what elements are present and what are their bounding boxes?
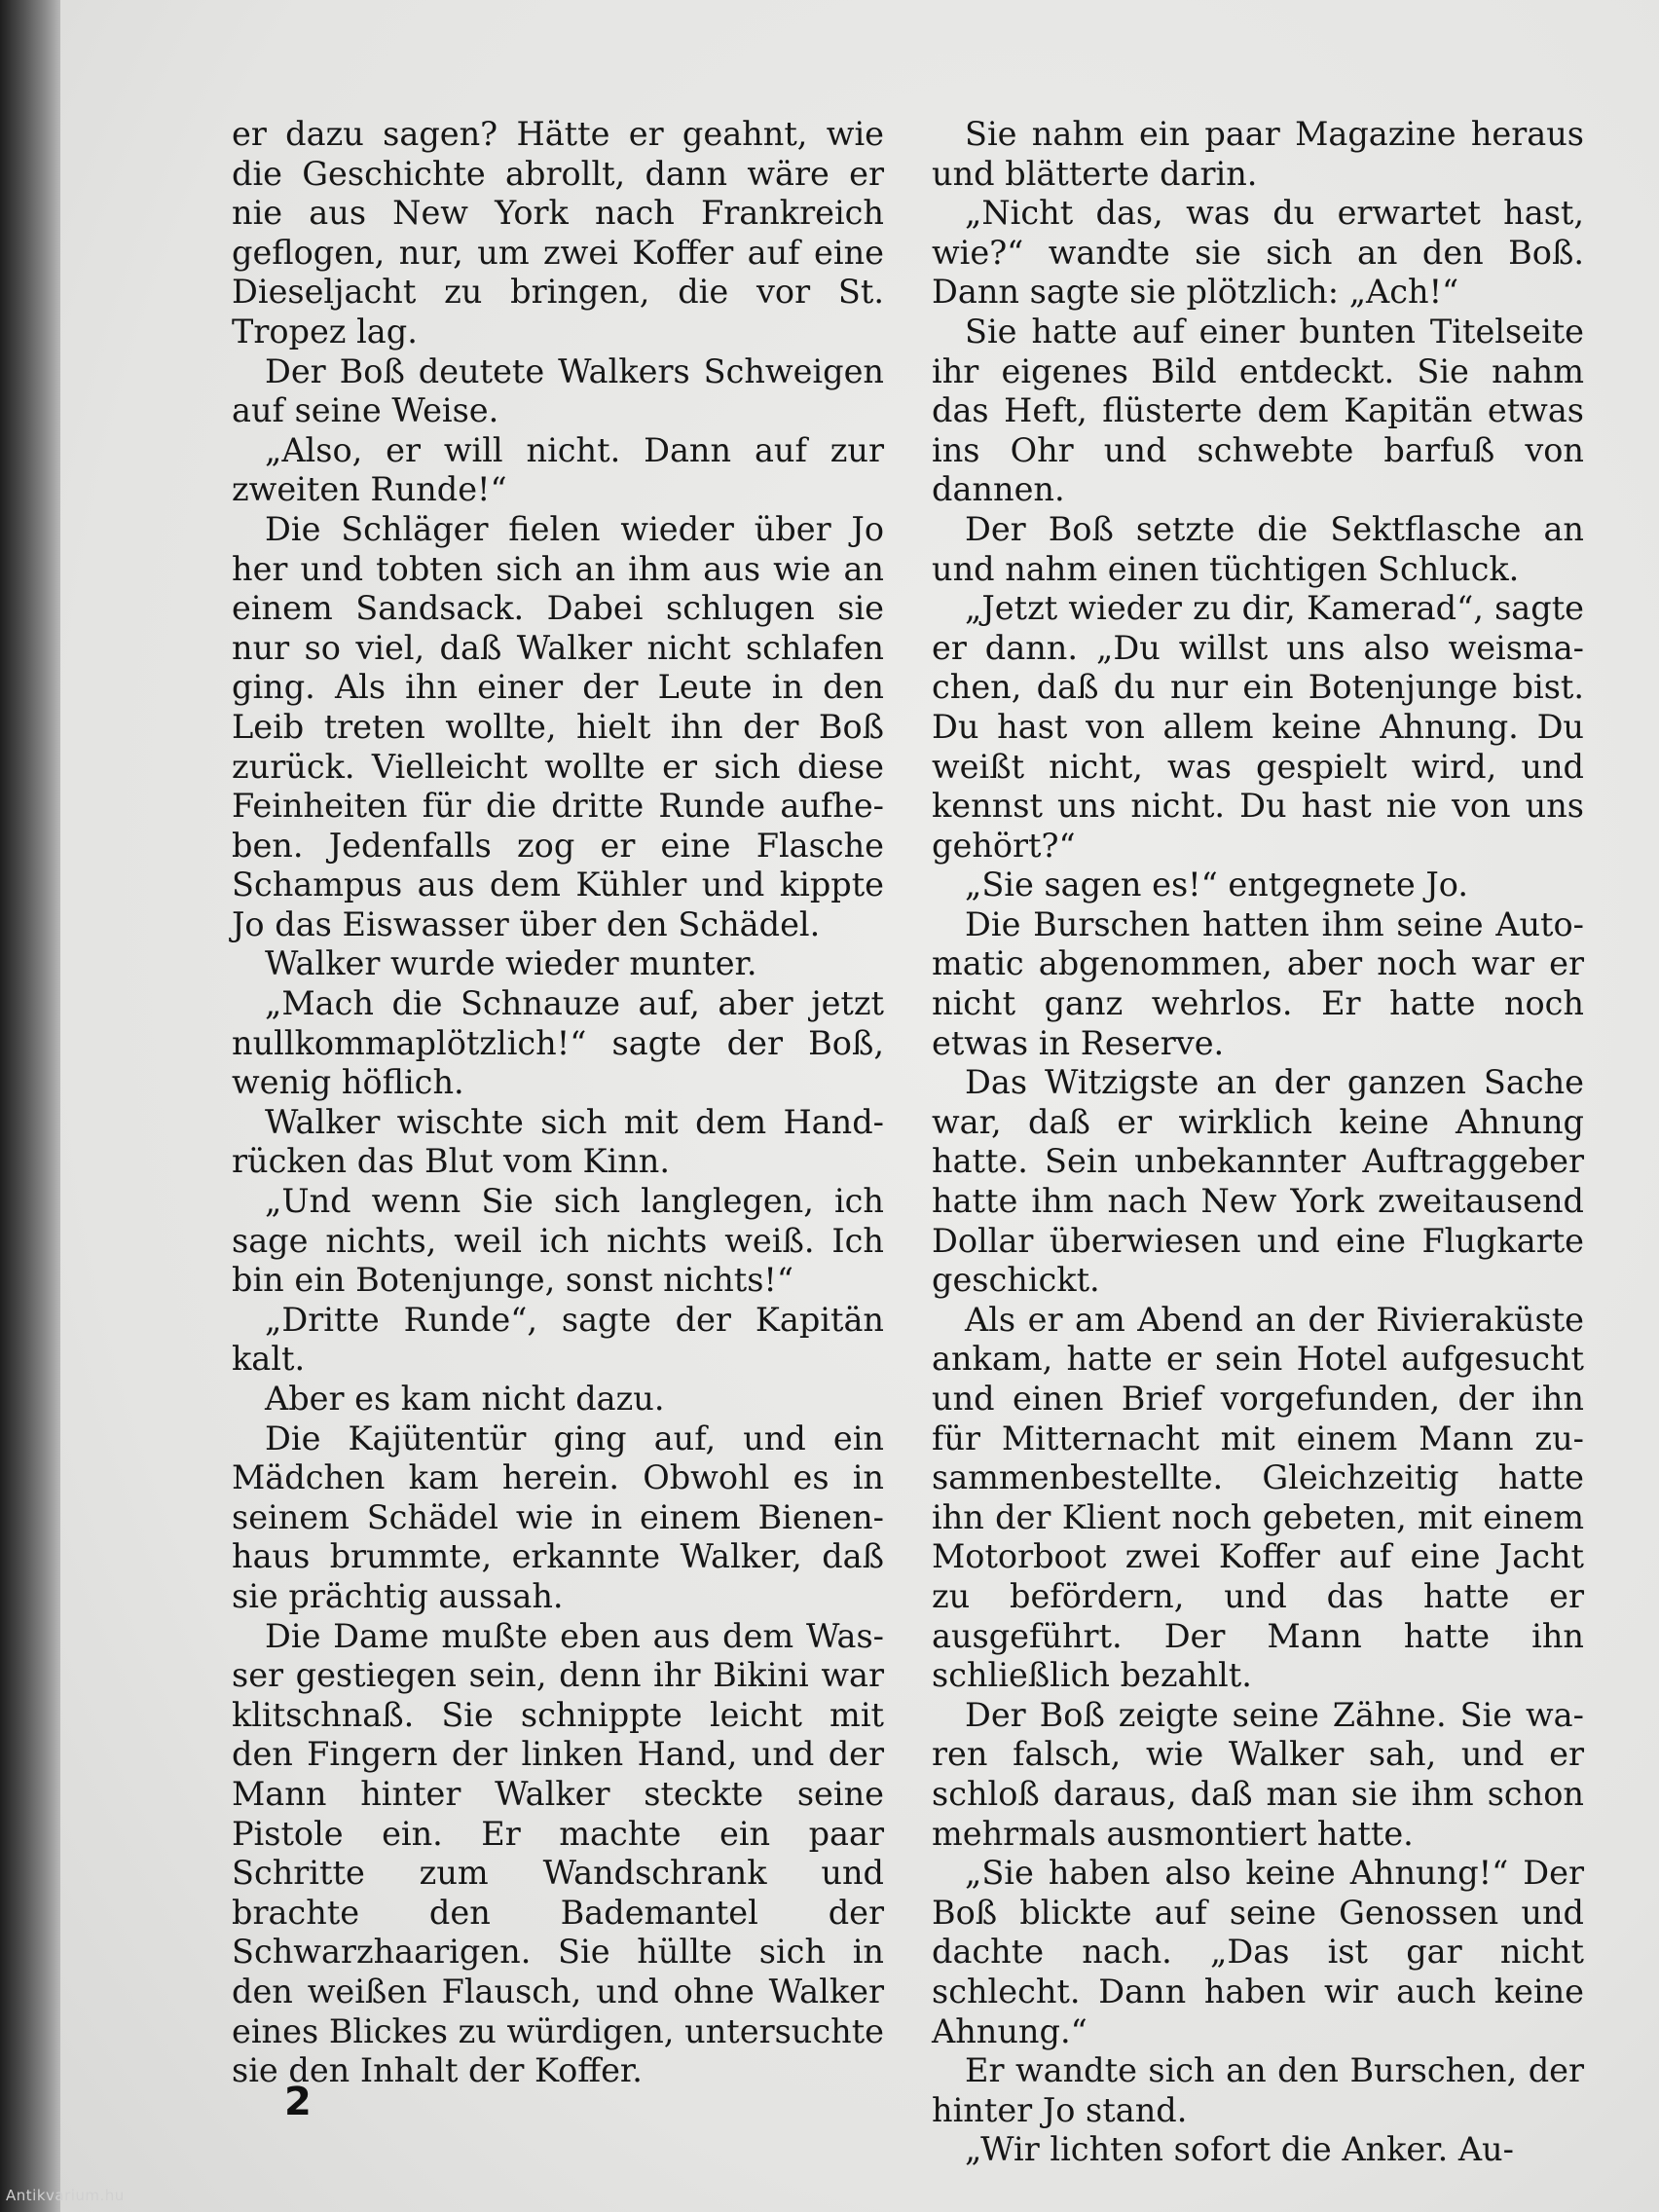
paragraph: Die Kajütentür ging auf, und ein Mädchen kam herein. Obwohl es in seinem Schädel wie in einem Bienenhaus brummte, erkannte Walker, daß sie prächtig aussah. <box>232 1419 884 1615</box>
right-text-column <box>932 115 1584 2170</box>
paragraph: Sie nahm ein paar Magazine heraus und blätterte darin. <box>932 115 1584 193</box>
paragraph: Walker wischte sich mit dem Handrücken das Blut vom Kinn. <box>232 1102 884 1181</box>
paragraph: Der Boß zeigte seine Zähne. Sie waren falsch, wie Walker sah, und er schloß daraus, daß man sie ihm schon mehrmals ausmontiert hatte. <box>932 1695 1584 1853</box>
paragraph: „Wir lichten sofort die Anker. Au- <box>965 2130 1514 2169</box>
paragraph: Die Schläger fielen wieder über Jo her und tobten sich an ihm aus wie an einem Sandsack. Dabei schlugen sie nur so viel, daß Walker nicht schlafen ging. Als ihn einer der Leute in den Leib treten wollte, hielt ihn der Boß zurück. Vielleicht wollte er sich diese Feinheiten für die dritte Runde aufheben. Jedenfalls zog er eine Flasche Schampus aus dem Kühler und kippte Jo das Eiswasser über den Schädel. <box>232 509 884 943</box>
paragraph: er dazu sagen? Hätte er geahnt, wie die Geschichte abrollt, dann wäre er nie aus New York nach Frankreich geflogen, nur, um zwei Koffer auf eine Dieseljacht zu bringen, die vor St. Tropez lag. <box>232 115 884 350</box>
paragraph: „Nicht das, was du erwartet hast, wie?“ wandte sie sich an den Boß. Dann sagte sie plötzlich: „Ach!“ <box>932 194 1584 312</box>
book-spine-shadow <box>0 0 60 2212</box>
paragraph: „Also, er will nicht. Dann auf zur zweiten Runde!“ <box>232 430 884 509</box>
left-text-column <box>232 115 884 2091</box>
paragraph: „Und wenn Sie sich langlegen, ich sage nichts, weil ich nichts weiß. Ich bin ein Botenjunge, sonst nichts!“ <box>232 1182 884 1300</box>
book-page <box>60 0 1659 2212</box>
paragraph: Sie hatte auf einer bunten Titelseite ihr eigenes Bild entdeckt. Sie nahm das Heft, flüsterte dem Kapitän etwas ins Ohr und schwebte barfuß von dannen. <box>932 312 1584 509</box>
paragraph: „Sie haben also keine Ahnung!“ Der Boß blickte auf seine Genossen und dachte nach. „Das ist gar nicht schlecht. Dann haben wir auch keine Ahnung.“ <box>932 1854 1584 2050</box>
paragraph: Walker wurde wieder munter. <box>265 944 757 983</box>
paragraph: Als er am Abend an der Rivieraküste ankam, hatte er sein Hotel aufgesucht und einen Brief vorgefunden, der ihn für Mitternacht mit einem Mann zusammenbestellte. Gleichzeitig hatte ihn der Klient noch gebeten, mit einem Motorboot zwei Koffer auf eine Jacht zu befördern, und das hatte er ausgeführt. Der Mann hatte ihn schließlich bezahlt. <box>932 1300 1584 1695</box>
paragraph: Der Boß setzte die Sektflasche an und nahm einen tüchtigen Schluck. <box>932 509 1584 588</box>
page-number: 2 <box>284 2080 312 2124</box>
paragraph: Er wandte sich an den Burschen, der hinter Jo stand. <box>932 2051 1584 2129</box>
watermark-text: Antikvarium.hu <box>6 2187 125 2204</box>
paragraph: „Sie sagen es!“ entgegnete Jo. <box>965 866 1468 904</box>
paragraph: „Jetzt wieder zu dir, Kamerad“, sagte er dann. „Du willst uns also weismachen, daß du nur ein Botenjunge bist. Du hast von allem keine Ahnung. Du weißt nicht, was gespielt wird, und kennst uns nicht. Du hast nie von uns gehört?“ <box>932 589 1584 865</box>
paragraph: Die Burschen hatten ihm seine Automatic abgenommen, aber noch war er nicht ganz wehrlos. Er hatte noch etwas in Reserve. <box>932 904 1584 1062</box>
paragraph: Das Witzigste an der ganzen Sache war, daß er wirklich keine Ahnung hatte. Sein unbekannter Auftraggeber hatte ihm nach New York zweitausend Dollar überwiesen und eine Flugkarte geschickt. <box>932 1063 1584 1300</box>
paragraph: „Mach die Schnauze auf, aber jetzt nullkommaplötzlich!“ sagte der Boß, wenig höflich. <box>232 984 884 1102</box>
paragraph: Der Boß deutete Walkers Schweigen auf seine Weise. <box>232 351 884 430</box>
paragraph: Aber es kam nicht dazu. <box>265 1380 665 1418</box>
paragraph: Die Dame mußte eben aus dem Wasser gestiegen sein, denn ihr Bikini war klitschnaß. Sie schnippte leicht mit den Fingern der linken Hand, und der Mann hinter Walker steckte seine Pistole ein. Er machte ein paar Schritte zum Wandschrank und brachte den Bademantel der Schwarzhaarigen. Sie hüllte sich in den weißen Flausch, und ohne Walker eines Blickes zu würdigen, untersuchte sie den Inhalt der Koffer. <box>232 1616 884 2090</box>
paragraph: „Dritte Runde“, sagte der Kapitän kalt. <box>232 1300 884 1379</box>
